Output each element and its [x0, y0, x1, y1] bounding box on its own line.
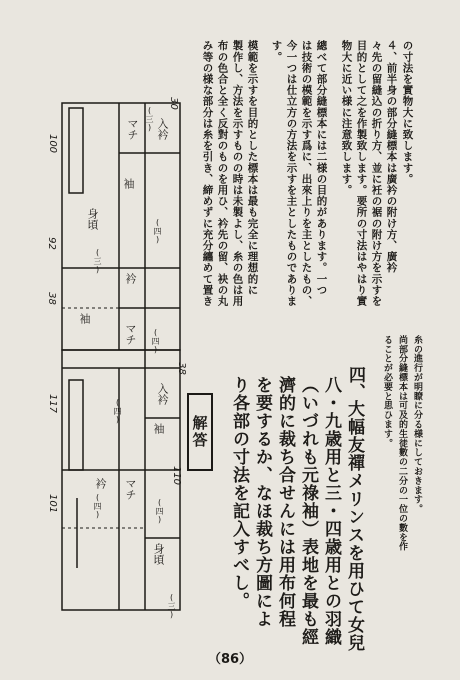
continuation-column-3: ることが必要と思ひます。: [382, 335, 392, 448]
text-column-13: み等の様な部分は糸を引き、締めずに充分纏めて置き: [201, 40, 214, 307]
dimension-117: 117: [47, 393, 59, 414]
dimension-30: 30: [167, 97, 179, 110]
text-column-6: 總べて部分縫標本には二様の目的があります。一つ: [315, 40, 328, 296]
text-column-7: は技術の模範を示す爲に、出來上りを主としたもの、: [300, 40, 313, 307]
diagram-label-sode-3: 袖: [152, 423, 165, 434]
diagram-lines: [57, 98, 187, 618]
diagram-label-sode-2: 袖: [78, 313, 91, 324]
diagram-mark-6: (四): [93, 493, 102, 519]
continuation-column-1: 糸の進行が明瞭に分る様にしておきます。: [412, 335, 422, 514]
question-line-4: 濟的に裁ち合せんには用布何程: [275, 376, 295, 628]
diagram-label-sode-1: 袖: [122, 178, 135, 189]
text-column-8: 今一つは仕立方の方法を示すを主としたものでありま: [285, 40, 298, 307]
dimension-38-a: 38: [45, 292, 57, 305]
diagram-label-machi-2: マチ: [124, 323, 137, 345]
diagram-label-eri-1: 入衿: [156, 118, 169, 140]
text-column-5: 物大に近い様に注意致します。: [340, 40, 353, 196]
diagram-mark-5: (四): [113, 398, 122, 424]
continuation-column-2: 尚部分縫標本は可及的生徒數の二分の一位の數を作: [397, 335, 407, 552]
question-number: 四、: [345, 366, 365, 400]
answer-label-box: [187, 393, 213, 471]
diagram-mark-3: (四): [153, 218, 162, 244]
page-number: （86）: [207, 652, 253, 667]
text-column-9: す。: [270, 40, 283, 63]
dimension-92: 92: [45, 237, 57, 250]
dimension-101: 101: [47, 493, 59, 514]
cutting-layout-diagram: [45, 97, 187, 619]
text-column-3: 々先の留縫込の折り方、並に衽の裾の附け方を示すを: [370, 40, 383, 307]
dimension-100: 100: [47, 133, 59, 154]
diagram-mark-7: (四): [155, 498, 164, 524]
question-line-5: を要するか、なほ裁ち方圖によ: [252, 376, 272, 628]
diagram-mark-4: (四): [151, 328, 160, 354]
text-column-4: 目的として之を作製致します。要所の寸法はやはり實: [355, 40, 368, 307]
question-line-3: （いづれも元祿袖）表地を最も經: [298, 376, 318, 646]
diagram-label-eri-4: 衿: [94, 478, 107, 489]
diagram-label-machi-1: マチ: [126, 118, 139, 140]
text-column-11: 製作し、方法を示すものの時は未製よし、糸の色は用: [231, 40, 244, 307]
text-column-1: の寸法を實物大に致します。: [401, 40, 414, 185]
text-column-12: 布の色合と全く反對のものを用ひ、衿先の留、袂の丸: [216, 40, 229, 307]
diagram-label-migoro-2: 身頃: [152, 543, 165, 565]
dimension-38-b: 38: [175, 362, 187, 375]
diagram-label-eri-3: 入衿: [156, 383, 169, 405]
question-line-2: 八・九歳用と三・四歳用との羽織: [321, 376, 341, 646]
question-line-6: り各部の寸法を記入すべし。: [229, 376, 249, 610]
diagram-label-eri-2: 衿: [124, 273, 137, 284]
diagram-mark-2: (三): [93, 248, 102, 274]
diagram-mark-1: (三): [145, 106, 154, 132]
answer-label: 解答: [190, 415, 209, 449]
text-column-2: ４、前半身の部分縫標本は廣衿の附け方、廣衿: [385, 40, 398, 274]
diagram-label-machi-3: マチ: [124, 478, 137, 500]
diagram-label-migoro-1: 身頃: [86, 208, 99, 230]
dimension-110: 110: [171, 465, 183, 486]
diagram-mark-8: (三): [167, 593, 176, 619]
text-column-10: 模範を示すを目的とした標本は最も完全に理想的に: [246, 40, 259, 296]
question-line-1: 大幅友禪メリンスを用ひて女兒: [344, 400, 364, 652]
